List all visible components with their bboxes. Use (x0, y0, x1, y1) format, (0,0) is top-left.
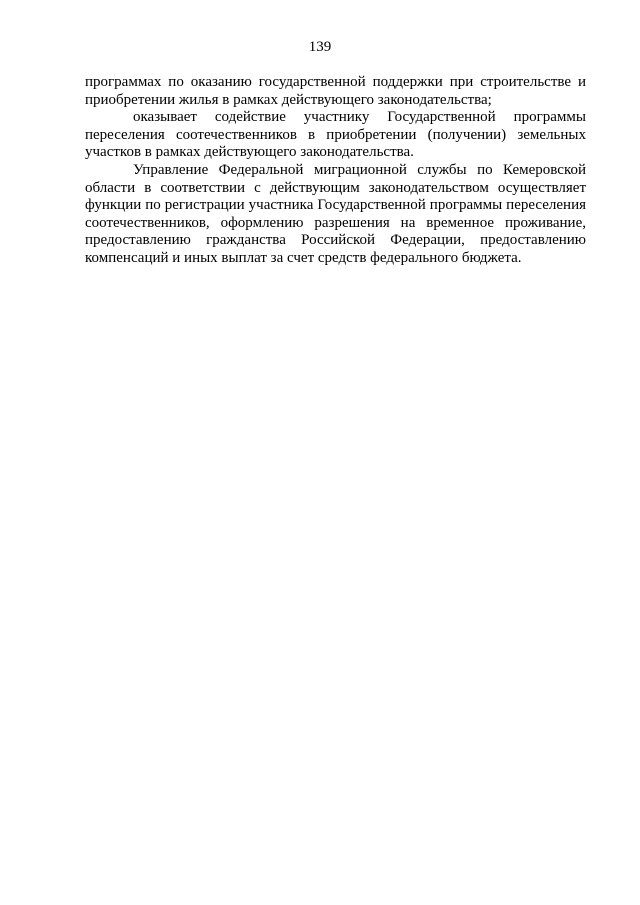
paragraph-continuation: программах по оказанию государственной поддержки при строительстве и приобретении жилья в рамках действующего законодательства; (85, 74, 586, 108)
paragraph-land-assistance: оказывает содействие участнику Государственной программы переселения соотечественников в приобретении (получении) земельных участков в рамках действующего законодательства. (85, 109, 586, 161)
paragraph-fms-functions: Управление Федеральной миграционной службы по Кемеровской области в соответствии с действующим законодательством осуществляет функции по регистрации участника Государственной программы переселения соотечественников, оформлению разрешения на временное проживание, предоставлению гражданства Российской Федерации, предоставлению компенсаций и иных выплат за счет средств федерального бюджета. (85, 161, 586, 266)
page-number: 139 (308, 39, 332, 55)
body-text (85, 74, 586, 268)
